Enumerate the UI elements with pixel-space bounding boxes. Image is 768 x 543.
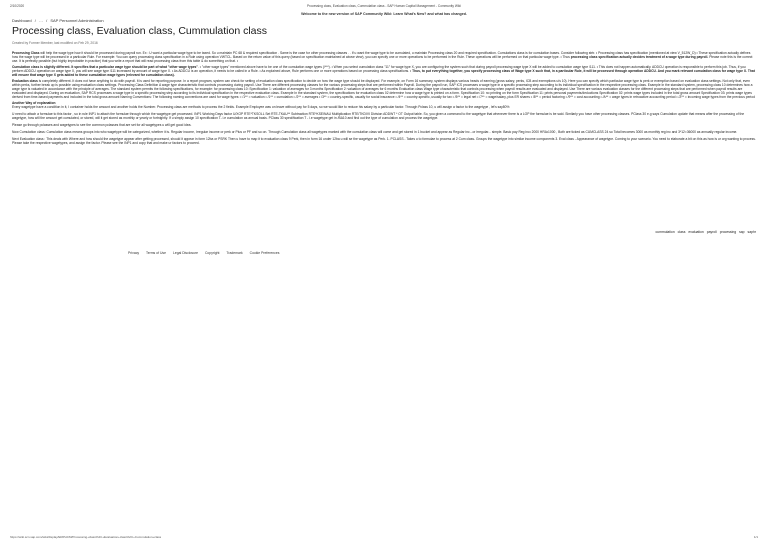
paragraph-cumulation-class [12, 65, 756, 77]
emphasis-text: Thus, to put everything together, you specify processing class of Wage type X such that, in a particular Rule, it will be processed through operation ADDCU. And you mark relevant cumulation class for wage type X. That will ensure that wage type X gets added to these cumulation wage types (relevant for cumulation class). [12, 68, 755, 78]
breadcrumb-dashboard[interactable]: Dashboard [12, 18, 32, 23]
label-link[interactable]: cummulation [655, 230, 675, 234]
welcome-banner: Welcome to the new version of SAP Community Wiki: Learn What's New? and what has changed. [301, 12, 467, 16]
print-header [10, 4, 758, 12]
footer-links [128, 251, 285, 255]
paragraph-another-way [12, 101, 756, 109]
label-link[interactable]: class [677, 230, 686, 234]
paragraph-formulae: U need to attach a formulae to this factor , so in rule INP1 to attach the formulae through which the wagetype get processed. INP1 Working Days factor U/XOP RTE*TKSOLL Set RTE-TKAU** Subtraction RTE*KSEINAU Multiplication RTE/TKDIVI Division ADDWT * OT Output table. So, you given a command to the wagetype that whenever there is a LOP the formulae is be said. Similarly you have other processing classes. PClass 30 e.g says Cumulation update that means after the processing of the wagetype, how will the amount get cumulated, or stored, will it get stored as monthly or yearly or fortnightly. If u simply assign 10 specification T- i.e cumulation as annual basis. PClass 30 speciification T - i.e wagetype get in /BA10 and find out the type of cumulation and process the wagetype. [12, 112, 745, 121]
emphasis-text: processing class specification actually decides treatment of a wage type during payroll. [570, 55, 709, 60]
label-link[interactable]: evaluation [688, 230, 704, 234]
footer-link-trademark[interactable]: Trademark [226, 251, 243, 255]
breadcrumb-separator: / [34, 18, 36, 23]
term-cumulation-class: Cumulation class is slightly different. It specifies that a particular wage type should be part of what "other wage types" [12, 64, 198, 69]
page-meta: Created by Former Member, last modified on Feb 29, 2016 [12, 41, 98, 45]
paragraph-text: Please note this is the correct use. It is perfectly possible (but highly improbable in practice) that you write a report that will read processing class from this table & do something on that. • [12, 55, 753, 64]
footer-link-privacy[interactable]: Privacy [128, 251, 140, 255]
paragraph-processing-class [12, 51, 756, 63]
paragraph-pclasses-tip: Please go through pclasses and wagetypes to see the common pclasses that are set for all wagetypes u will get good idea. [12, 123, 192, 128]
paragraph-text: is completely different. It does not have anything to do with payroll. It is used for reporting purpose. In a report program, system can check for setting of evaluation class specification to decide on how the wage type should be displayed. For example, on Form 16 summary, system displays various heads of earning (gross salary, perks, ICB and exemptions u/s 10). Here you can specify which particular wage type is perk or exemption based on evaluation class settings. Not only that, even within perks, further break up is possible using evaluation class settings. Processing Class Definition A wage type characteristic that controls processing during payroll. Use There are different processing classes for the various processing steps that are performed within Payroll. During the payroll run, SAP ICS processes a wage type in a specific processing step according to its individual specification in the respective processing class. Example In the standard system, processing class 10 determines how a wage type is valuated in accordance with the principle of averages. The standard system permits the following specifications, for example: for processing class 10: Specification 1: valuation of averages for 3 months Specification 2: valuation of averages for 6 months Evaluation class Wage type characteristic that controls processing when payroll results are evaluated and displayed. Use There are various evaluation classes for the different processing steps that are performed when payroll results are evaluated and displayed. During an evaluation, SAP RCS processes a wage type in a specific processing step according to its individual specification in the respective evaluation class. Example In the standard system, the specifications for evaluation class 02 determine how a wage type is printed on a form. Specification 10: no printing on the form Specification 11: prints personal payments/deductions Specification 02: prints wage types included in the total gross amount Specification 03: prints wage types derived from time-based payments and included in the total gross amount Naming Conventions: The following naming conventions are used for wage types: • /1** = valuation • /1** = cumulation • /2** = averages • /3** = country-specific, usually for social insurance • /4** = country-specific, usually for tax • /5** = legal net • /7** = wage/salary, plus ER shares • /8** = period factoring • /9** = cost accounting • /A** = wage types in retroactive accounting period • /Z** = incoming wage types from the previous period [12, 78, 755, 100]
print-date: 2/10/2020 [10, 4, 25, 8]
label-link[interactable]: payroll [706, 230, 717, 234]
breadcrumb-ellipsis[interactable]: … [38, 18, 43, 23]
breadcrumb-sap-personnel-administration[interactable]: SAP Personnel Administration [50, 18, 104, 23]
page-labels [653, 230, 756, 234]
print-url: https://wiki.scn.sap.com/wiki/display/ERPHCM/Processing+class%2C+Evaluation+class%2C+Cummulation+class [10, 535, 162, 539]
label-link[interactable]: saphr [747, 230, 756, 234]
breadcrumb [12, 18, 106, 23]
footer-link-legal[interactable]: Legal Disclosure [172, 251, 199, 255]
page-title: Processing class, Evaluation class, Cummulation class [12, 25, 268, 37]
paragraph-text: Every wagetype have a condition in it, I container holds the amount and another holds the Number. Processing class are methods to process the 2 fields. Example Employee was on leave without pay for 5 days, so we would like to reduce his salary by a particular factor. Through Pclass 10, u will assign a factor to the wagetype , let's say80% [12, 104, 510, 109]
print-page-number: 1/1 [753, 535, 758, 539]
paragraph-text: will help the wage type how it should be processed during payroll run. Ex : U want a particular wage type to be taxed. So u maintain PC 68 & required specification . Same is the case for other processing classes . . If u want the wage type to be cumulated, u maintain Processing class 20 and required specification. Cumulations class is for cumulation bases. Consider following strtr. • Processing class has specification (mentioned at view V_512W_D) • These specification actually defines how the wage type will be processed in a particular Rule. For example: You can query processing class specification in a Rule using operation VWTCL. Based on the return value of this query (based on specification maintained at above view), you can specify one or more operations to be performed in the Rule. These operations will be performed on that particular wage type. • Thus [12, 51, 751, 60]
label-link[interactable]: sap [739, 230, 745, 234]
footer-link-terms[interactable]: Terms of Use [146, 251, 166, 255]
paragraph-cumulation-detail: Now Cumulation class: Cumulation class means groups into who wagetype will be categorized, whether it is. Regular income, Irregular income or perk or Plus or PF and so on. Through Cumulation class all wagetypes marked with the cumulation class will come and get stored in 1 bucket and appear as Regular inc...or irregular... simple. Basic pay Reg inc• 2000 HRA•1000 , Both are ticked as CUMCLASS 24 so Total becomes 3000 as monthly reg inc and 3*12=36000 as annually regular income. [12, 130, 738, 135]
term-processing-class: Processing Class [12, 51, 40, 55]
term-evaluation-class: Evaluation class [12, 78, 38, 83]
footer-link-copyright[interactable]: Copyright [204, 251, 220, 255]
breadcrumb-separator: / [46, 18, 48, 23]
label-link[interactable]: processing [719, 230, 737, 234]
page-content [12, 51, 756, 147]
paragraph-text: . • "other wage types" mentioned above have to be one of the cumulation wage types (/***). • When you select cumulation class "11" for wage type X, you are configuring the system such that during payroll processing wage type X will be added to cumulation wage type /111. • This does not happen automatically. ADDCU operation is responsible to perform this job. Thus, if you perform ADDCU operation on wage type X, you will see wage type /111 increased by amount of wage type X. • As ADDCU is an operation, it needs to be called in a Rule. • As explained above, Rule performs one or more operations based on processing class specifications. • [12, 64, 746, 73]
paragraph-evaluation-detail: Next Evaluation class : This deals with Where and how should the wagetype appear after getting processed, should it appear in form 12ba or PSRK Then u have to map it to evaluation class 9 Perk, then in form 16 under 12ba u will se the wagetype as Perk. 1. PCLASS - Takes u to formulae to process at 2 Cum class- Groups the wagetype into similar income components 3. Eval class - Appearance of wagetype. Coming to your scenario. You need to elaborate a bit on this as how is ur org wanting to process. Please take the respective wagetypes, and assign the factor. Please see the INP1 and copy that and make ur factors to proceed. [12, 137, 756, 146]
heading-another-way: Another Way of explanation [12, 100, 56, 105]
footer-link-cookies[interactable]: Cookie Preferences [249, 251, 280, 255]
paragraph-evaluation-class [12, 79, 756, 99]
print-page-title: Processing class, Evaluation class, Cummulation class - SAP Human Capital Management - Community Wiki [307, 4, 461, 8]
